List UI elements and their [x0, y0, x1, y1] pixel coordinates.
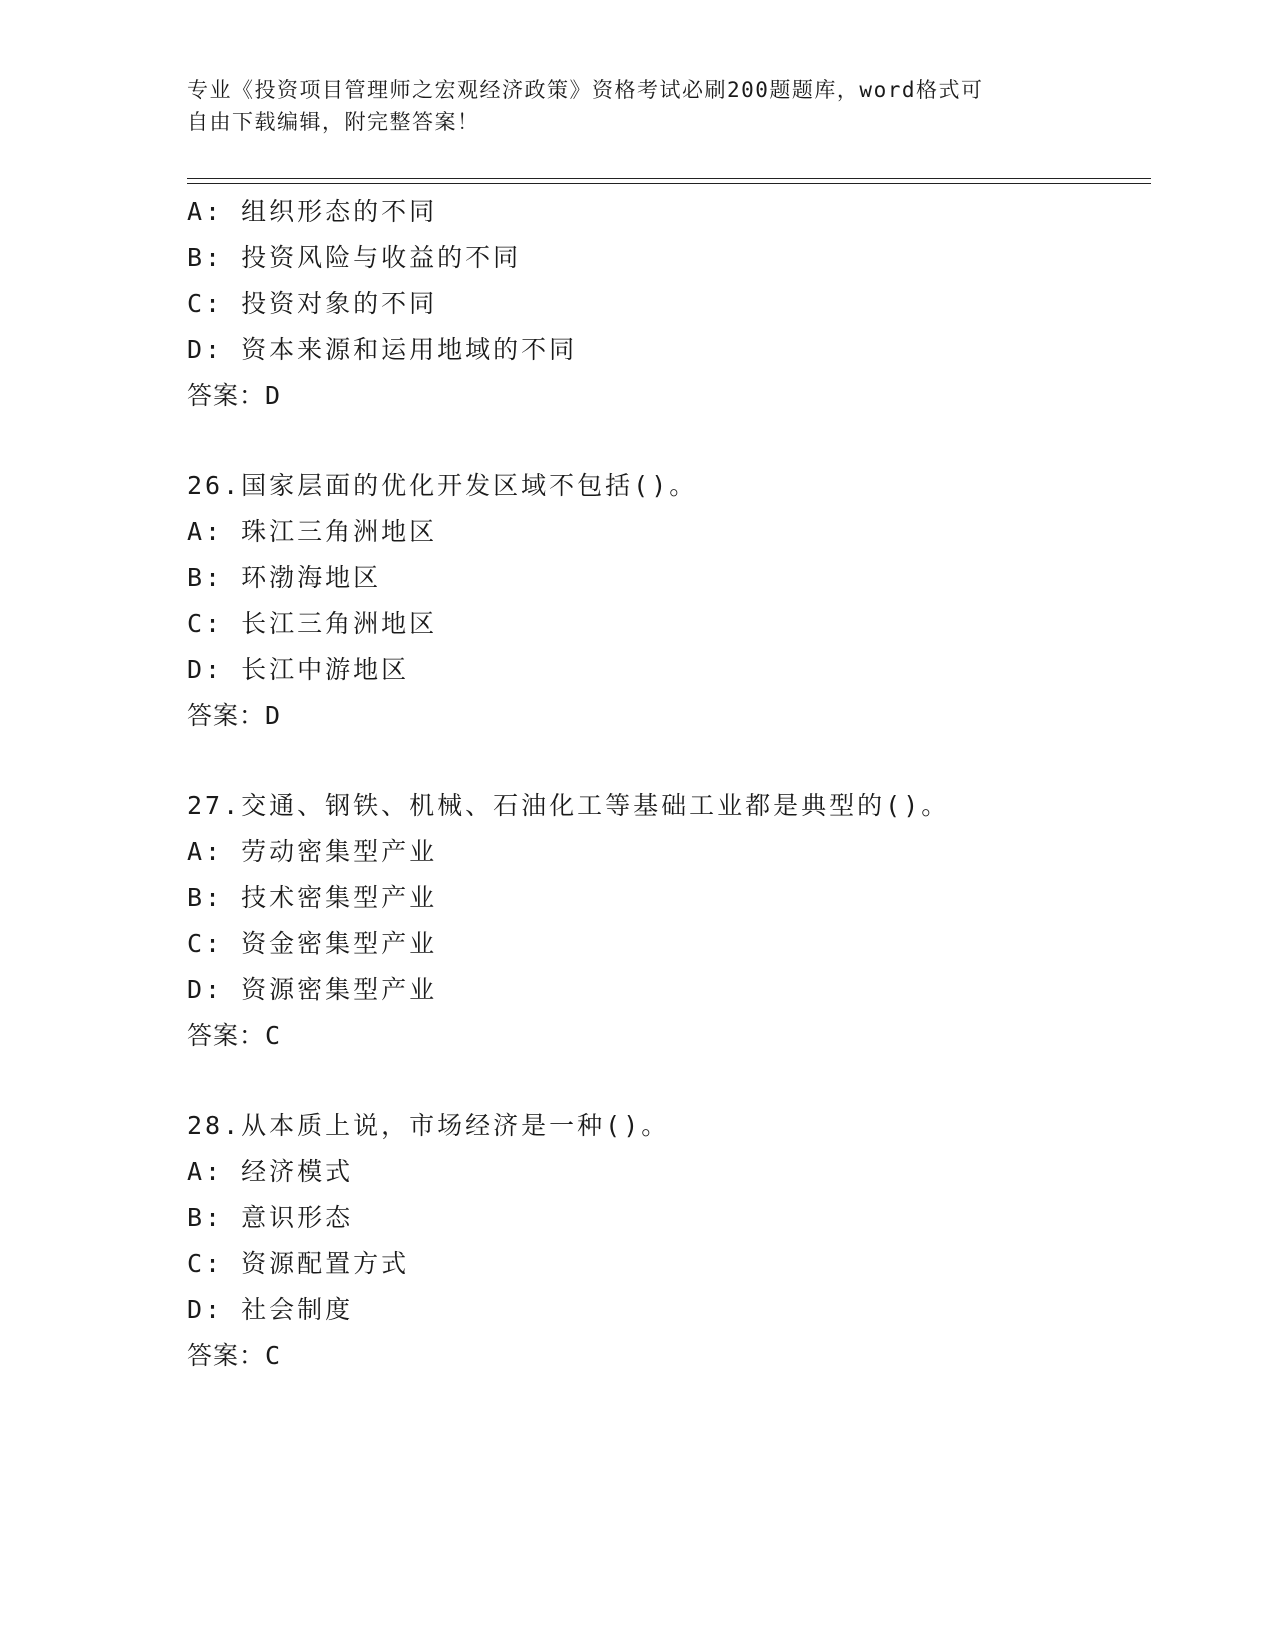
- option-c: C: 长江三角洲地区: [187, 609, 438, 638]
- option-d: D: 长江中游地区: [187, 655, 410, 684]
- header-divider-top: [187, 178, 1151, 179]
- option-b: B: 投资风险与收益的不同: [187, 243, 522, 272]
- answer-line: [187, 1333, 1147, 1379]
- option-d: D: 资本来源和运用地域的不同: [187, 335, 578, 364]
- option-d: D: 资源密集型产业: [187, 975, 438, 1004]
- question-block-26: [187, 463, 1147, 739]
- answer-value: D: [265, 381, 281, 410]
- option-b: B: 意识形态: [187, 1203, 354, 1232]
- question-block-25: [187, 189, 1147, 419]
- header-line-1: 专业《投资项目管理师之宏观经济政策》资格考试必刷200题题库，word格式可: [187, 78, 984, 102]
- option-d: D: 社会制度: [187, 1295, 354, 1324]
- option-b: B: 环渤海地区: [187, 563, 382, 592]
- option-a: A: 组织形态的不同: [187, 197, 438, 226]
- question-text: 27.交通、钢铁、机械、石油化工等基础工业都是典型的()。: [187, 791, 950, 820]
- question-block-28: [187, 1103, 1147, 1379]
- answer-label: 答案：: [187, 701, 266, 730]
- option-a: A: 经济模式: [187, 1157, 354, 1186]
- option-c: C: 资金密集型产业: [187, 929, 438, 958]
- answer-value: D: [265, 701, 281, 730]
- option-a: A: 劳动密集型产业: [187, 837, 438, 866]
- answer-value: C: [265, 1341, 281, 1370]
- block-spacer: [187, 739, 1147, 783]
- question-block-27: [187, 783, 1147, 1059]
- question-list: [187, 189, 1147, 1379]
- document-header: [187, 74, 1087, 138]
- question-text: 28.从本质上说，市场经济是一种()。: [187, 1111, 670, 1140]
- answer-line: [187, 693, 1147, 739]
- option-c: C: 投资对象的不同: [187, 289, 438, 318]
- answer-line: [187, 373, 1147, 419]
- question-text: 26.国家层面的优化开发区域不包括()。: [187, 471, 698, 500]
- block-spacer: [187, 1059, 1147, 1103]
- answer-label: 答案：: [187, 1341, 266, 1370]
- answer-line: [187, 1013, 1147, 1059]
- answer-value: C: [265, 1021, 281, 1050]
- option-a: A: 珠江三角洲地区: [187, 517, 438, 546]
- option-b: B: 技术密集型产业: [187, 883, 438, 912]
- header-divider-bottom: [187, 183, 1151, 184]
- header-line-2: 自由下载编辑，附完整答案！: [187, 110, 480, 134]
- option-c: C: 资源配置方式: [187, 1249, 410, 1278]
- block-spacer: [187, 419, 1147, 463]
- answer-label: 答案：: [187, 1021, 266, 1050]
- answer-label: 答案：: [187, 381, 266, 410]
